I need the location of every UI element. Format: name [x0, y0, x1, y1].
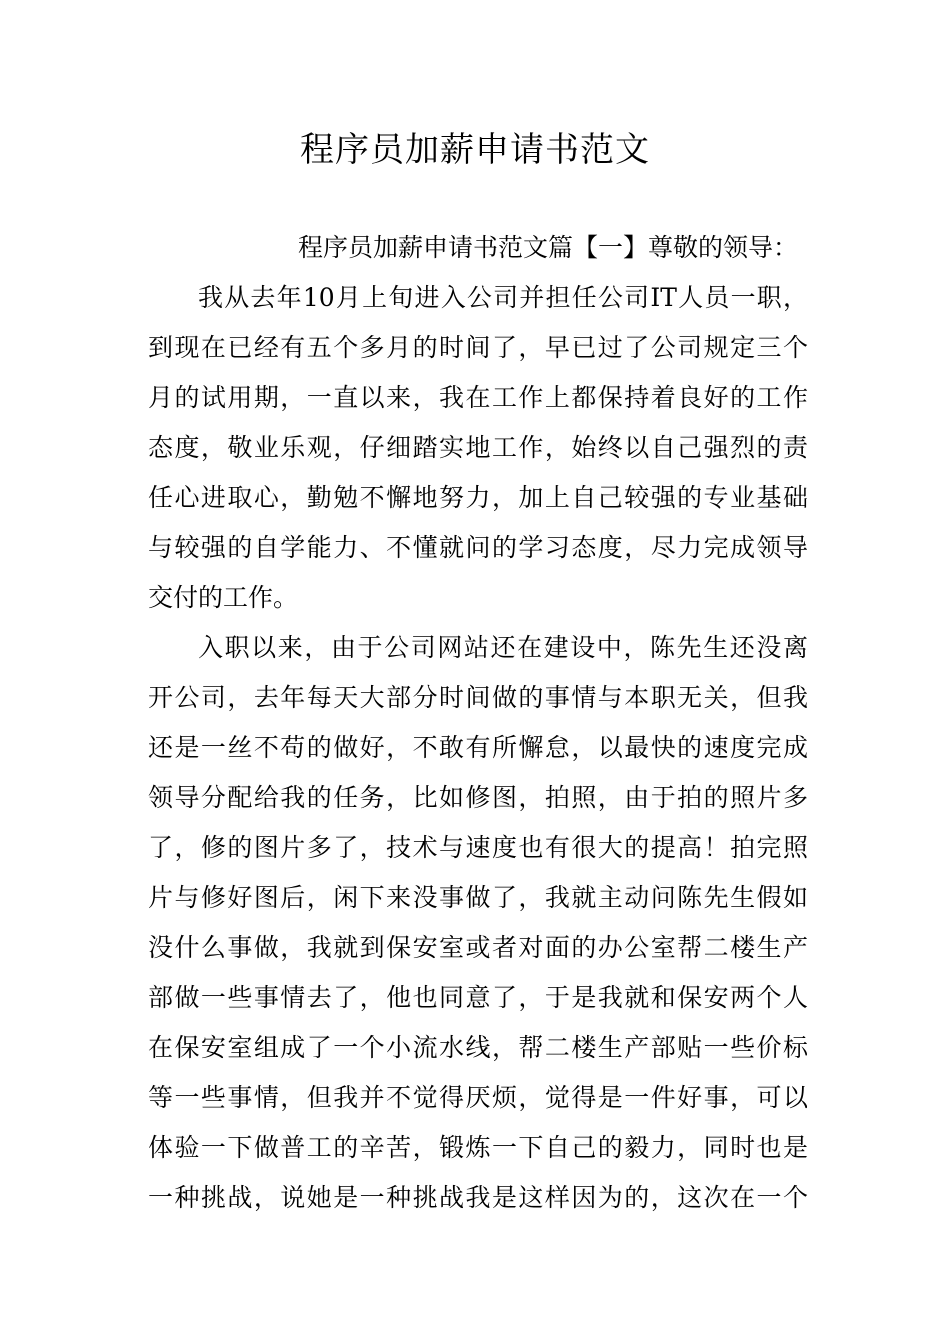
body-line: 没什么事做，我就到保安室或者对面的办公室帮二楼生产 — [148, 933, 808, 962]
document-title: 程序员加薪申请书范文 — [300, 130, 650, 170]
body-line: 与较强的自学能力、不懂就问的学习态度，尽力完成领导 — [148, 533, 808, 562]
body-line: 部做一些事情去了，他也同意了，于是我就和保安两个人 — [148, 983, 808, 1012]
body-line: 片与修好图后，闲下来没事做了，我就主动问陈先生假如 — [148, 883, 808, 912]
body-line: 到现在已经有五个多月的时间了，早已过了公司规定三个 — [148, 333, 808, 362]
body-line: 了，修的图片多了，技术与速度也有很大的提高！拍完照 — [148, 833, 808, 862]
body-line: 还是一丝不苟的做好，不敢有所懈怠，以最快的速度完成 — [148, 733, 808, 762]
intro-line: 程序员加薪申请书范文篇【一】尊敬的领导： — [298, 233, 799, 262]
body-line: 月的试用期，一直以来，我在工作上都保持着良好的工作 — [148, 383, 808, 412]
body-line: 等一些事情，但我并不觉得厌烦，觉得是一件好事，可以 — [148, 1083, 808, 1112]
body-line: 在保安室组成了一个小流水线，帮二楼生产部贴一些价标 — [148, 1033, 808, 1062]
body-line: 我从去年10月上旬进入公司并担任公司IT人员一职， — [198, 283, 808, 312]
body-line: 交付的工作。 — [148, 583, 299, 612]
body-line: 一种挑战，说她是一种挑战我是这样因为的，这次在一个 — [148, 1183, 808, 1212]
body-line: 开公司，去年每天大部分时间做的事情与本职无关，但我 — [148, 683, 808, 712]
body-line: 体验一下做普工的辛苦，锻炼一下自己的毅力，同时也是 — [148, 1133, 808, 1162]
body-line: 入职以来，由于公司网站还在建设中，陈先生还没离 — [198, 633, 808, 662]
body-line: 领导分配给我的任务，比如修图，拍照，由于拍的照片多 — [148, 783, 808, 812]
body-line: 任心进取心，勤勉不懈地努力，加上自己较强的专业基础 — [148, 483, 808, 512]
body-line: 态度，敬业乐观，仔细踏实地工作，始终以自己强烈的责 — [148, 433, 808, 462]
